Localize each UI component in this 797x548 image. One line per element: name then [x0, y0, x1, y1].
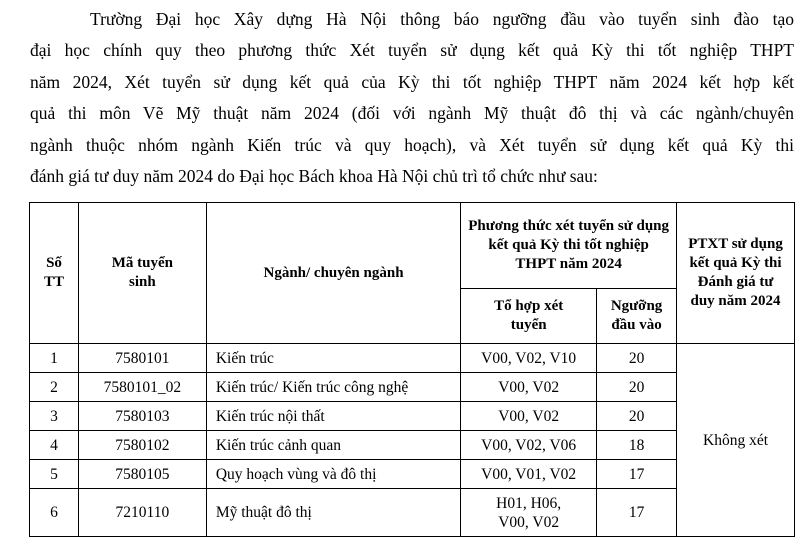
cell-to-hop: V00, V02, V10 — [461, 344, 597, 373]
paragraph-line: ngành thuộc nhóm ngành Kiến trúc và quy hoạch), và Xét tuyển sử dụng kết quả Kỳ thi — [30, 134, 794, 155]
cell-ma: 7580105 — [78, 460, 206, 489]
cell-to-hop: V00, V02, V06 — [461, 431, 597, 460]
header-nganh: Ngành/ chuyên ngành — [206, 203, 460, 344]
header-to-hop: Tổ hợp xét tuyển — [461, 289, 597, 344]
header-nguong: Ngưỡng đầu vào — [597, 289, 677, 344]
cell-nganh: Kiến trúc/ Kiến trúc công nghệ — [206, 373, 460, 402]
cell-nguong: 20 — [597, 344, 677, 373]
cell-nguong: 20 — [597, 402, 677, 431]
paragraph-line: đại học chính quy theo phương thức Xét tuyển sử dụng kết quả Kỳ thi tốt nghiệp THPT — [30, 40, 794, 61]
cell-stt: 6 — [30, 489, 79, 537]
cell-nguong: 17 — [597, 460, 677, 489]
cell-nganh: Mỹ thuật đô thị — [206, 489, 460, 537]
paragraph-line: quả thi môn Vẽ Mỹ thuật năm 2024 (đối với ngành Mỹ thuật đô thị và các ngành/chuyên — [30, 103, 794, 124]
header-ptxt-dgtd: PTXT sử dụng kết quả Kỳ thi Đánh giá tư duy năm 2024 — [677, 203, 795, 344]
admission-threshold-table — [29, 202, 795, 537]
cell-ma: 7210110 — [78, 489, 206, 537]
cell-merged-note: Không xét — [677, 344, 795, 537]
cell-nganh: Kiến trúc nội thất — [206, 402, 460, 431]
header-stt: Số TT — [30, 203, 79, 344]
cell-stt: 5 — [30, 460, 79, 489]
paragraph-line: đánh giá tư duy năm 2024 do Đại học Bách khoa Hà Nội chủ trì tổ chức như sau: — [30, 166, 598, 187]
cell-stt: 3 — [30, 402, 79, 431]
header-ptxt-thpt: Phương thức xét tuyển sử dụng kết quả Kỳ thi tốt nghiệp THPT năm 2024 — [461, 203, 677, 289]
cell-stt: 2 — [30, 373, 79, 402]
paragraph-line: Trường Đại học Xây dựng Hà Nội thông báo ngưỡng đầu vào tuyển sinh đào tạo — [90, 9, 794, 29]
cell-ma: 7580103 — [78, 402, 206, 431]
cell-nganh: Quy hoạch vùng và đô thị — [206, 460, 460, 489]
header-ma-tuyen-sinh: Mã tuyển sinh — [78, 203, 206, 344]
cell-to-hop: H01, H06, V00, V02 — [461, 489, 597, 537]
table-row — [30, 344, 795, 373]
cell-nguong: 17 — [597, 489, 677, 537]
cell-nguong: 18 — [597, 431, 677, 460]
cell-nguong: 20 — [597, 373, 677, 402]
cell-ma: 7580102 — [78, 431, 206, 460]
cell-to-hop: V00, V02 — [461, 373, 597, 402]
paragraph-line: năm 2024, Xét tuyển sử dụng kết quả của Kỳ thi tốt nghiệp THPT năm 2024 kết hợp kết — [30, 71, 794, 92]
cell-ma: 7580101 — [78, 344, 206, 373]
intro-paragraph — [30, 4, 794, 192]
cell-stt: 1 — [30, 344, 79, 373]
cell-to-hop: V00, V02 — [461, 402, 597, 431]
cell-nganh: Kiến trúc — [206, 344, 460, 373]
cell-ma: 7580101_02 — [78, 373, 206, 402]
cell-stt: 4 — [30, 431, 79, 460]
cell-nganh: Kiến trúc cảnh quan — [206, 431, 460, 460]
cell-to-hop: V00, V01, V02 — [461, 460, 597, 489]
